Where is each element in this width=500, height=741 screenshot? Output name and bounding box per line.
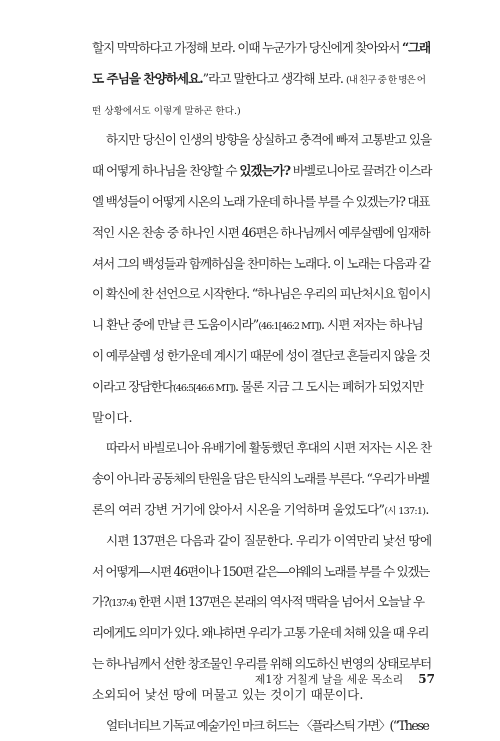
text-line — [92, 64, 435, 95]
text-run: 리에게도 의미가 있다. 왜냐하면 우리가 고통 가운데 처해 있을 때 우리 — [92, 625, 429, 641]
citation: (137:4) — [108, 598, 136, 610]
citation: (내 친구 중 한 명은 어 — [345, 74, 426, 86]
text-line — [92, 372, 435, 403]
text-run: 셔서 그의 백성들과 함께하심을 찬미하는 노래다. 이 노래는 다음과 같 — [92, 255, 430, 271]
text-line — [92, 341, 435, 372]
text-line — [92, 495, 435, 526]
text-line — [92, 403, 435, 434]
text-run: “그래 — [401, 40, 430, 55]
text-run: 따라서 바빌로니아 유배기에 활동했던 후대의 시편 저자는 시온 찬 — [106, 440, 432, 456]
citation: (시 137:1) — [384, 505, 426, 517]
chapter-title: 제1장 거칠게 날을 세운 목소리 — [254, 673, 404, 686]
text-run: 엘 백성들이 어떻게 시온의 노래 가운데 하나를 부를 수 있겠는가? 대표 — [92, 193, 430, 209]
text-run: 송이 아니라 공동체의 탄원을 담은 탄식의 노래를 부른다. “우리가 바벨 — [92, 471, 429, 487]
text-line — [92, 95, 435, 126]
text-run: 서 어떻게—시편 46편이나 150편 같은—야웨의 노래를 부를 수 있겠는 — [92, 563, 429, 579]
text-line — [92, 218, 435, 249]
text-line — [92, 526, 435, 557]
text-run: 시편 137편은 다음과 같이 질문한다. 우리가 이역만리 낯선 땅에 — [106, 532, 432, 548]
text-line — [92, 187, 435, 218]
text-run: . — [425, 501, 429, 517]
text-run: 이 예루살렘 성 한가운데 계시기 때문에 성이 결단코 흔들리지 않을 것 — [92, 347, 430, 363]
body-text — [92, 33, 435, 741]
text-run: . 시편 저자는 하나님 — [320, 317, 423, 333]
text-line — [92, 249, 435, 280]
text-run: 있겠는가? — [239, 163, 290, 179]
text-line — [92, 464, 435, 495]
text-run: 가? — [92, 594, 109, 610]
text-run: ”라고 말한다고 생각해 보라. — [202, 70, 346, 86]
text-run: 바벨로니아로 끌려간 이스라 — [289, 163, 432, 179]
text-line — [92, 125, 435, 156]
text-run: . 물론 지금 그 도시는 폐허가 되었지만 — [235, 378, 424, 394]
text-line — [92, 587, 435, 618]
text-run: 이 확신에 찬 선언으로 시작한다. “하나님은 우리의 피난처시요 힘이시 — [92, 286, 431, 302]
text-run: 때 어떻게 하나님을 찬양할 수 — [92, 163, 240, 179]
text-run: 니 환난 중에 만날 큰 도움이시라” — [92, 317, 259, 333]
text-run: 이라고 장담한다 — [92, 378, 174, 394]
text-line — [92, 310, 435, 341]
running-footer — [0, 668, 435, 687]
text-line — [92, 711, 435, 741]
text-run: 얼터너티브 기독교 예술가인 마크 허드는 〈플라스틱 가면〉(“These — [106, 717, 429, 733]
text-line — [92, 557, 435, 588]
citation: (46:5[46:6 MT]) — [173, 382, 236, 394]
text-run: 말이다. — [92, 409, 133, 425]
text-run: 하지만 당신이 인생의 방향을 상실하고 충격에 빠져 고통받고 있을 — [106, 132, 432, 148]
text-line — [92, 279, 435, 310]
text-run: 한편 시편 137편은 본래의 역사적 맥락을 넘어서 오늘날 우 — [135, 594, 424, 610]
page-number: 57 — [418, 672, 435, 686]
text-run: 는 하나님께서 선한 창조물인 우리를 위해 의도하신 번영의 상태로부터 — [92, 655, 431, 671]
text-line — [92, 33, 435, 64]
citation: 떤 상황에서도 이렇게 말하곤 한다.) — [92, 105, 241, 117]
text-run: 도 주님을 찬양하세요. — [92, 70, 203, 86]
text-line — [92, 156, 435, 187]
text-line — [92, 618, 435, 649]
text-run: 론의 여러 강변 거기에 앉아서 시온을 기억하며 울었도다” — [92, 501, 385, 517]
text-run: 적인 시온 찬송 중 하나인 시편 46편은 하나님께서 예루살렘에 임재하 — [92, 224, 430, 240]
text-run: 할지 막막하다고 가정해 보라. 이때 누군가가 당신에게 찾아와서 — [92, 40, 402, 55]
citation: (46:1[46:2 MT]) — [258, 321, 321, 333]
text-run: 소외되어 낯선 땅에 머물고 있는 것이기 때문이다. — [92, 686, 364, 702]
text-line — [92, 433, 435, 464]
